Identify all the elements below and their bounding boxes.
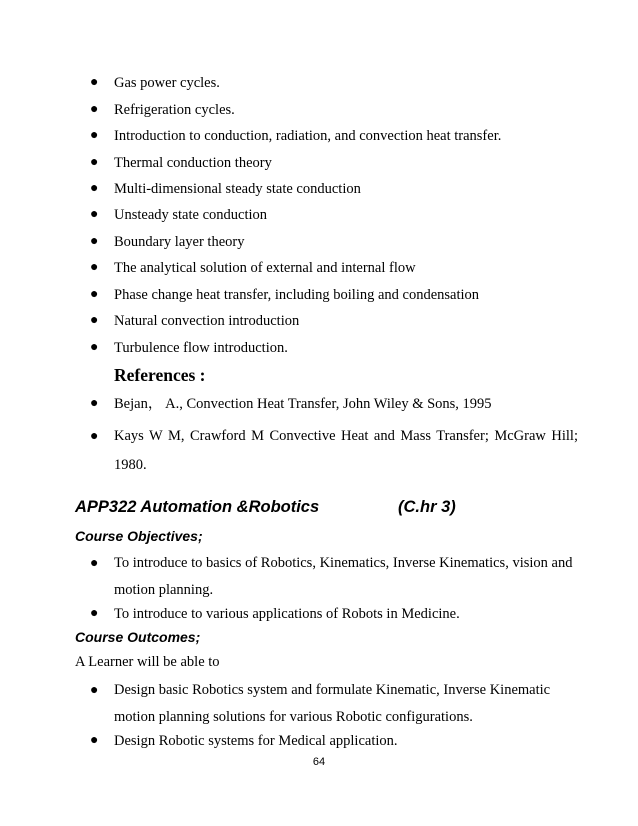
bullet-icon: ● bbox=[90, 155, 99, 170]
list-item: ● Introduction to conduction, radiation, and convection heat transfer. bbox=[92, 123, 578, 149]
course-name: APP322 Automation &Robotics bbox=[75, 498, 320, 516]
bullet-icon: ● bbox=[90, 234, 99, 249]
list-item: ● The analytical solution of external and internal flow bbox=[92, 255, 578, 281]
bullet-icon: ● bbox=[90, 340, 99, 355]
list-item: ● Natural convection introduction bbox=[92, 308, 578, 334]
references-heading: References : bbox=[114, 365, 206, 385]
bullet-icon: ● bbox=[90, 556, 99, 571]
outcomes-intro: A Learner will be able to bbox=[75, 654, 220, 670]
course-title bbox=[75, 496, 475, 518]
list-item: ● Unsteady state conduction bbox=[92, 202, 578, 228]
list-item: ● Turbulence flow introduction. bbox=[92, 335, 578, 361]
list-item: ● Kays W M, Crawford M Convective Heat and Mass Transfer; McGraw Hill; 1980. bbox=[92, 422, 578, 480]
outcomes-heading: Course Outcomes; bbox=[75, 629, 201, 645]
bullet-icon: ● bbox=[90, 606, 99, 621]
bullet-icon: ● bbox=[90, 287, 99, 302]
credit-hours: (C.hr 3) bbox=[398, 498, 456, 516]
bullet-icon: ● bbox=[90, 733, 99, 748]
list-item: ● Multi-dimensional steady state conduction bbox=[92, 176, 578, 202]
bullet-icon: ● bbox=[90, 128, 99, 143]
list-item: ● Boundary layer theory bbox=[92, 229, 578, 255]
list-item: ● Phase change heat transfer, including boiling and condensation bbox=[92, 282, 578, 308]
list-item: ● Thermal conduction theory bbox=[92, 150, 578, 176]
bullet-icon: ● bbox=[90, 429, 99, 444]
bullet-icon: ● bbox=[90, 75, 99, 90]
page-number: 64 bbox=[312, 756, 326, 768]
list-item: ● To introduce to basics of Robotics, Kinematics, Inverse Kinematics, vision and motion planning. bbox=[92, 550, 578, 604]
bullet-icon: ● bbox=[90, 396, 99, 411]
bullet-icon: ● bbox=[90, 683, 99, 698]
bullet-icon: ● bbox=[90, 207, 99, 222]
list-item: ● Refrigeration cycles. bbox=[92, 97, 578, 123]
list-item: ● To introduce to various applications of Robots in Medicine. bbox=[92, 601, 578, 627]
objectives-heading: Course Objectives; bbox=[75, 528, 203, 544]
bullet-icon: ● bbox=[90, 102, 99, 117]
list-item: ● Gas power cycles. bbox=[92, 70, 578, 96]
list-item: ● Design Robotic systems for Medical application. bbox=[92, 728, 578, 754]
list-item: ● Bejan， A., Convection Heat Transfer, John Wiley & Sons, 1995 bbox=[92, 391, 578, 417]
bullet-icon: ● bbox=[90, 260, 99, 275]
bullet-icon: ● bbox=[90, 181, 99, 196]
bullet-icon: ● bbox=[90, 313, 99, 328]
list-item: ● Design basic Robotics system and formulate Kinematic, Inverse Kinematic motion planning solutions for various Robotic configurations. bbox=[92, 677, 578, 731]
